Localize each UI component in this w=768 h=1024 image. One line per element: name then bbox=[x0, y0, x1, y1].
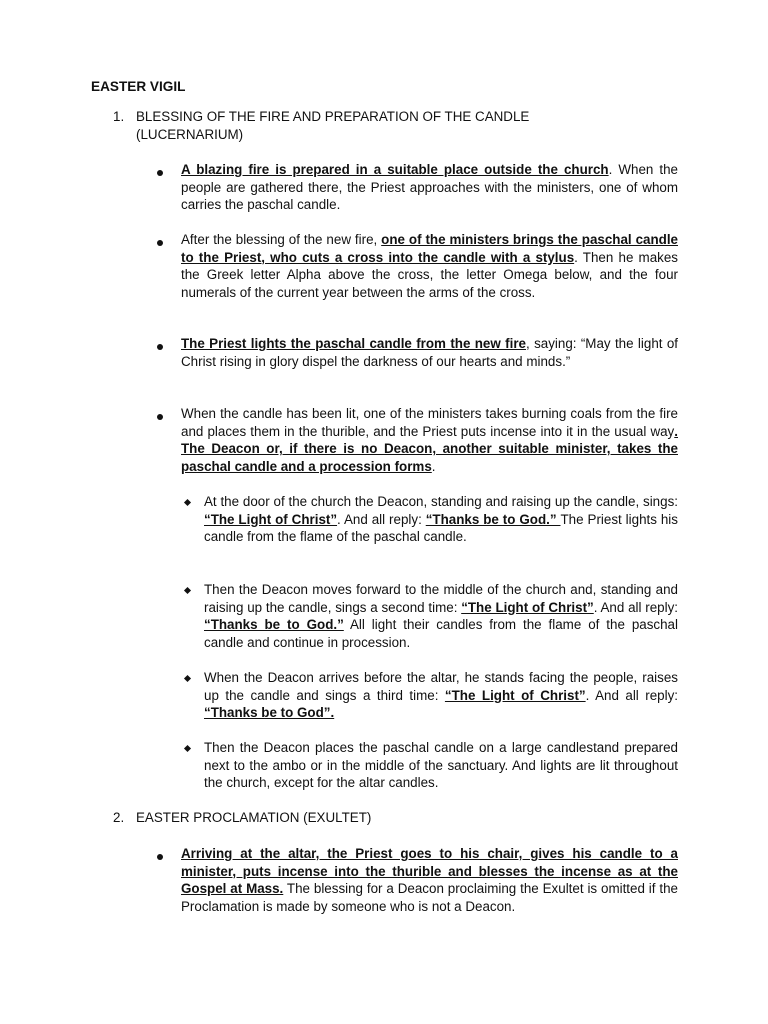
bullet-dot-icon bbox=[157, 344, 163, 350]
emphasized-text: “Thanks be to God.” bbox=[425, 511, 561, 527]
text-run: All light their candles from the flame of the paschal candle and continue in procession. bbox=[204, 617, 678, 650]
text-run: After the blessing of the new fire, bbox=[181, 232, 382, 247]
section-2-heading bbox=[113, 809, 683, 827]
document-title: EASTER VIGIL bbox=[91, 79, 186, 94]
bullet-dot-icon bbox=[157, 414, 163, 420]
diamond-bullet-icon bbox=[184, 745, 191, 752]
text-run: When the Deacon arrives before the altar, he stands facing the people, raises up the candle and sings a third time: bbox=[204, 670, 678, 703]
bullet-paragraph bbox=[181, 231, 678, 301]
text-run: Then the Deacon moves forward to the middle of the church and, standing and raising up the candle, sings a second time: bbox=[204, 582, 678, 615]
bullet-dot-icon bbox=[157, 170, 163, 176]
emphasized-text: The Priest lights the paschal candle from the new fire bbox=[181, 336, 526, 351]
sub-bullet-paragraph bbox=[204, 669, 678, 722]
text-run: . Then he makes the Greek letter Alpha above the cross, the letter Omega below, and the four numerals of the current year between the arms of the cross. bbox=[181, 249, 678, 300]
diamond-bullet-icon bbox=[184, 587, 191, 594]
emphasized-text: one of the ministers brings the paschal candle to the Priest, who cuts a cross into the candle with a stylus bbox=[181, 232, 678, 265]
section-1-heading-line-2: (LUCERNARIUM) bbox=[136, 126, 244, 142]
text-run: Then the Deacon places the paschal candle on a large candlestand prepared next to the ambo or in the middle of the sanctuary. And lights are lit throughout the church, except for the altar candles. bbox=[204, 740, 678, 791]
section-1-number: 1. bbox=[113, 109, 125, 124]
bullet-paragraph bbox=[181, 845, 678, 915]
emphasized-text: “Thanks be to God”. bbox=[204, 705, 335, 721]
bullet-dot-icon bbox=[157, 240, 163, 246]
text-run: The blessing for a Deacon proclaiming the Exultet is omitted if the Proclamation is made by someone who is not a Deacon. bbox=[181, 881, 678, 914]
text-run: At the door of the church the Deacon, standing and raising up the candle, sings: bbox=[204, 494, 678, 509]
section-1-heading-line-1: BLESSING OF THE FIRE AND PREPARATION OF THE CANDLE bbox=[136, 109, 530, 124]
emphasized-text: “The Light of Christ” bbox=[444, 687, 586, 703]
diamond-bullet-icon bbox=[184, 499, 191, 506]
diamond-bullet-icon bbox=[184, 675, 191, 682]
text-run: . And all reply: bbox=[337, 511, 426, 527]
text-run: . When the people are gathered there, the Priest approaches with the ministers, one of whom carries the paschal candle. bbox=[181, 162, 678, 213]
sub-bullet-paragraph bbox=[204, 581, 678, 651]
bullet-paragraph bbox=[181, 161, 678, 214]
text-run: . And all reply: bbox=[593, 599, 678, 615]
section-2-heading-text: EASTER PROCLAMATION (EXULTET) bbox=[136, 810, 372, 825]
section-2-number: 2. bbox=[113, 810, 125, 825]
emphasized-text: “The Light of Christ” bbox=[461, 599, 594, 615]
emphasized-text: “The Light of Christ” bbox=[204, 511, 338, 527]
text-run: When the candle has been lit, one of the ministers takes burning coals from the fire and places them in the thurible, and the Priest puts incense into it in the usual way bbox=[181, 406, 678, 439]
bullet-paragraph bbox=[181, 405, 678, 475]
emphasized-text: A blazing fire is prepared in a suitable place outside the church bbox=[181, 162, 609, 177]
section-1-heading bbox=[113, 108, 683, 143]
bullet-paragraph bbox=[181, 335, 678, 370]
text-run: The Priest lights his candle from the flame of the paschal candle. bbox=[204, 511, 678, 545]
text-run: , saying: “May the light of Christ rising in glory dispel the darkness of our hearts and minds.” bbox=[181, 336, 679, 369]
emphasized-text: “Thanks be to God.” bbox=[204, 617, 344, 633]
emphasized-text: . The Deacon or, if there is no Deacon, another suitable minister, takes the paschal candle and a procession forms bbox=[181, 423, 678, 474]
text-run: . bbox=[431, 458, 436, 474]
sub-bullet-paragraph bbox=[204, 739, 678, 792]
text-run: . And all reply: bbox=[585, 687, 678, 703]
emphasized-text: Arriving at the altar, the Priest goes to his chair, gives his candle to a minister, puts incense into the thurible and blesses the incense as at the Gospel at Mass. bbox=[181, 846, 678, 897]
bullet-dot-icon bbox=[157, 854, 163, 860]
sub-bullet-paragraph bbox=[204, 493, 678, 546]
